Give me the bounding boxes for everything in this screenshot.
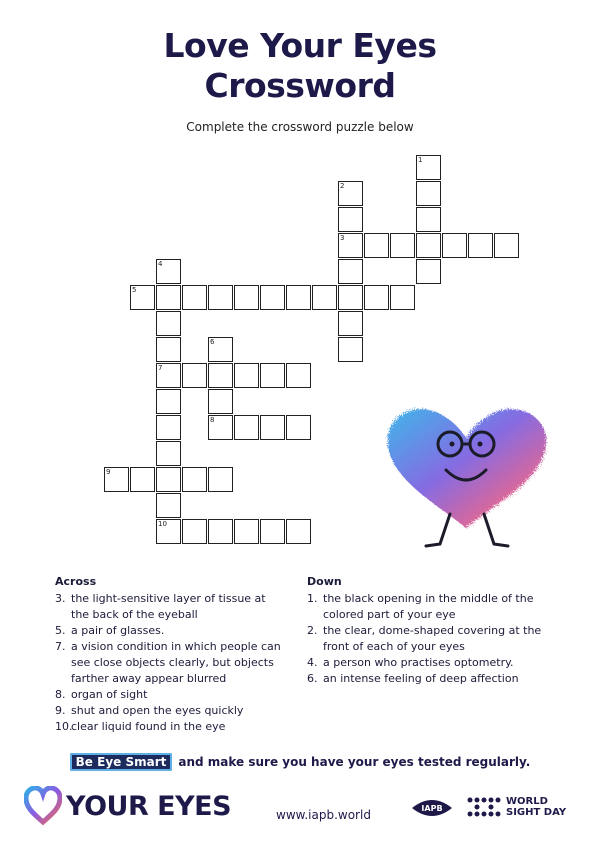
crossword-cell[interactable] [182, 467, 207, 492]
wsd-line-2: SIGHT DAY [506, 807, 567, 818]
clue-number: 7. [55, 640, 66, 653]
banner-text: and make sure you have your eyes tested regularly. [178, 755, 531, 769]
across-heading: Across [55, 575, 97, 588]
crossword-cell[interactable] [364, 285, 389, 310]
across-clues [55, 574, 287, 735]
crossword-cell[interactable] [416, 259, 441, 284]
across-clue [55, 623, 287, 639]
logo-text: YOUR EYES [66, 790, 232, 822]
crossword-cell[interactable] [286, 285, 311, 310]
footer-url[interactable]: www.iapb.world [276, 808, 371, 822]
crossword-cell[interactable] [260, 285, 285, 310]
clue-number: 4. [307, 656, 318, 669]
iapb-logo [410, 796, 454, 824]
crossword-cell[interactable] [156, 311, 181, 336]
clue-number-label: 2 [340, 182, 345, 190]
down-heading: Down [307, 575, 342, 588]
crossword-cell[interactable] [156, 467, 181, 492]
crossword-cell[interactable] [338, 337, 363, 362]
iapb-label: IAPB [421, 804, 443, 813]
crossword-cell[interactable] [260, 363, 285, 388]
down-clue [307, 591, 557, 623]
clue-number: 5. [55, 624, 66, 637]
clue-number: 2. [307, 624, 318, 637]
clue-text: the clear, dome-shaped covering at the front of each of your eyes [323, 624, 542, 653]
clue-number-label: 6 [210, 338, 215, 346]
clue-number: 10. [55, 720, 73, 733]
crossword-cell[interactable] [416, 181, 441, 206]
down-clue [307, 623, 557, 655]
crossword-cell[interactable] [390, 233, 415, 258]
crossword-cell[interactable] [286, 519, 311, 544]
crossword-cell[interactable] [234, 363, 259, 388]
crossword-cell[interactable] [260, 415, 285, 440]
clue-text: a pair of glasses. [71, 624, 165, 637]
heart-mascot-illustration [378, 400, 558, 550]
down-clues [307, 574, 557, 687]
down-clue [307, 671, 557, 687]
title-line-1: Love Your Eyes [163, 26, 437, 65]
across-clue [55, 703, 287, 719]
wsd-text [506, 796, 566, 818]
clue-number-label: 4 [158, 260, 163, 268]
clue-number-label: 1 [418, 156, 423, 164]
eye-smart-banner [0, 753, 600, 771]
crossword-cell[interactable] [156, 285, 181, 310]
crossword-cell[interactable] [390, 285, 415, 310]
crossword-cell[interactable] [468, 233, 493, 258]
crossword-cell[interactable] [208, 467, 233, 492]
clue-number: 6. [307, 672, 318, 685]
heart-logo-icon [24, 786, 62, 826]
dots-icon [466, 796, 502, 818]
clue-text: organ of sight [71, 688, 148, 701]
crossword-cell[interactable] [208, 519, 233, 544]
crossword-cell[interactable] [286, 415, 311, 440]
crossword-cell[interactable] [182, 363, 207, 388]
clue-text: the black opening in the middle of the colored part of your eye [323, 592, 534, 621]
crossword-cell[interactable] [156, 415, 181, 440]
crossword-cell[interactable] [234, 285, 259, 310]
clue-text: the light-sensitive layer of tissue at the back of the eyeball [71, 592, 266, 621]
iapb-eye-icon [410, 796, 454, 820]
across-clue [55, 591, 287, 623]
subtitle: Complete the crossword puzzle below [186, 120, 414, 134]
crossword-cell[interactable] [130, 467, 155, 492]
crossword-cell[interactable] [338, 285, 363, 310]
clue-text: a person who practises optometry. [323, 656, 514, 669]
crossword-cell[interactable] [234, 415, 259, 440]
crossword-cell[interactable] [156, 493, 181, 518]
clue-number-label: 3 [340, 234, 345, 242]
crossword-cell[interactable] [286, 363, 311, 388]
clue-text: a vision condition in which people can see close objects clearly, but objects farther away appear blurred [71, 640, 281, 685]
crossword-cell[interactable] [234, 519, 259, 544]
crossword-cell[interactable] [260, 519, 285, 544]
crossword-cell[interactable] [416, 233, 441, 258]
clue-text: an intense feeling of deep affection [323, 672, 519, 685]
clue-number: 8. [55, 688, 66, 701]
across-clue [55, 719, 287, 735]
crossword-cell[interactable] [338, 207, 363, 232]
clue-number-label: 5 [132, 286, 137, 294]
crossword-cell[interactable] [338, 311, 363, 336]
crossword-cell[interactable] [208, 363, 233, 388]
crossword-cell[interactable] [442, 233, 467, 258]
title-line-2: Crossword [204, 66, 396, 105]
crossword-cell[interactable] [312, 285, 337, 310]
crossword-cell[interactable] [416, 207, 441, 232]
crossword-cell[interactable] [156, 441, 181, 466]
crossword-cell[interactable] [208, 389, 233, 414]
crossword-cell[interactable] [364, 233, 389, 258]
clue-number-label: 7 [158, 364, 163, 372]
clue-number-label: 9 [106, 468, 111, 476]
clue-text: shut and open the eyes quickly [71, 704, 244, 717]
across-clue [55, 687, 287, 703]
down-clue [307, 655, 557, 671]
wsd-line-1: WORLD [506, 796, 548, 807]
clue-number: 1. [307, 592, 318, 605]
clue-number: 9. [55, 704, 66, 717]
be-eye-smart-tag: Be Eye Smart [70, 753, 173, 771]
across-clue [55, 639, 287, 687]
crossword-cell[interactable] [182, 285, 207, 310]
clue-text: clear liquid found in the eye [71, 720, 226, 733]
crossword-cell[interactable] [156, 389, 181, 414]
world-sight-day-logo [466, 796, 566, 818]
clue-number-label: 8 [210, 416, 215, 424]
crossword-cell[interactable] [156, 337, 181, 362]
crossword-cell[interactable] [208, 285, 233, 310]
crossword-cell[interactable] [182, 519, 207, 544]
clue-number: 3. [55, 592, 66, 605]
crossword-cell[interactable] [338, 259, 363, 284]
crossword-cell[interactable] [494, 233, 519, 258]
clue-number-label: 10 [158, 520, 167, 528]
love-your-eyes-logo [24, 786, 231, 826]
